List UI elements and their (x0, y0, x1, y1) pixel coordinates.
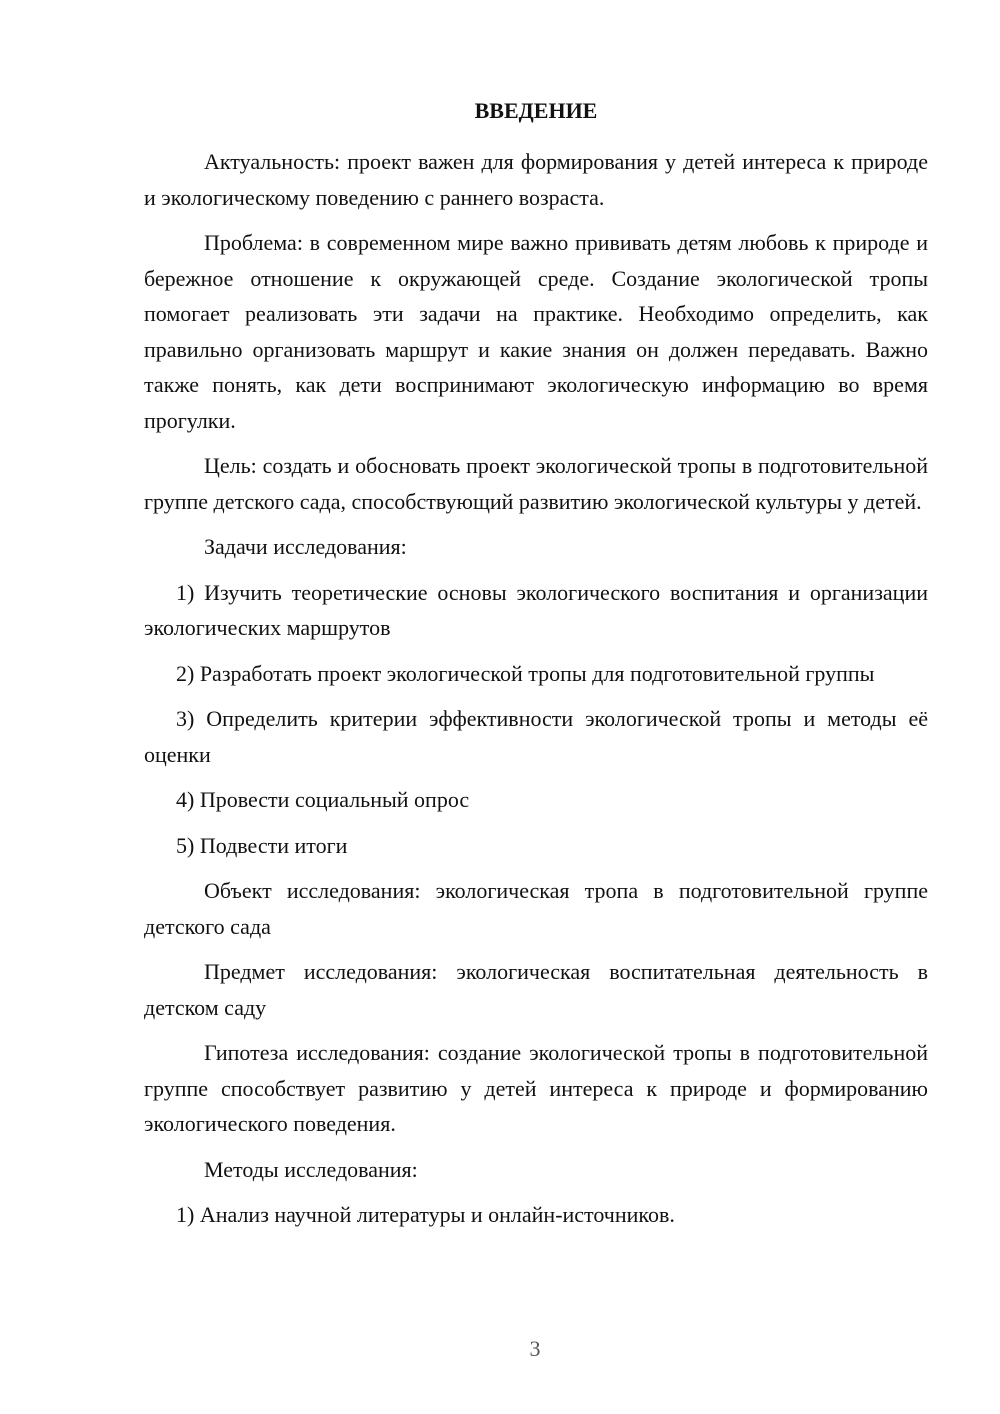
goal-paragraph: Цель: создать и обосновать проект экологической тропы в подготовительной группе детского сада, способствующий развитию экологической культуры у детей. (144, 453, 928, 514)
task-item-5: 5) Подвести итоги (176, 832, 348, 858)
relevance-paragraph: Актуальность: проект важен для формирования у детей интереса к природе и экологическому поведению с раннего возраста. (144, 149, 928, 210)
tasks-title: Задачи исследования: (204, 534, 407, 559)
problem-paragraph: Проблема: в современном мире важно прививать детям любовь к природе и бережное отношение к окружающей среде. Создание экологической тропы помогает реализовать эти задачи на практике. Необходимо определить, как правильно организовать маршрут и какие знания он должен передавать. Важно также понять, как дети воспринимают экологическую информацию во время прогулки. (144, 230, 928, 433)
document-body (144, 98, 928, 1243)
task-item-1: 1) Изучить теоретические основы экологического воспитания и организации экологических маршрутов (144, 579, 928, 640)
page-heading: ВВЕДЕНИЕ (474, 98, 598, 123)
subject-paragraph: Предмет исследования: экологическая воспитательная деятельность в детском саду (144, 959, 928, 1020)
object-paragraph: Объект исследования: экологическая тропа в подготовительной группе детского сада (144, 878, 928, 939)
methods-title: Методы исследования: (204, 1156, 418, 1182)
task-item-3: 3) Определить критерии эффективности экологической тропы и методы её оценки (144, 706, 928, 767)
hypothesis-paragraph: Гипотеза исследования: создание экологической тропы в подготовительной группе способствует развитию у детей интереса к природе и формированию экологического поведения. (144, 1040, 928, 1136)
task-item-2: 2) Разработать проект экологической тропы для подготовительной группы (176, 660, 875, 686)
page-number: 3 (529, 1336, 541, 1361)
method-item-1: 1) Анализ научной литературы и онлайн-источников. (176, 1202, 675, 1227)
task-item-4: 4) Провести социальный опрос (176, 787, 470, 812)
